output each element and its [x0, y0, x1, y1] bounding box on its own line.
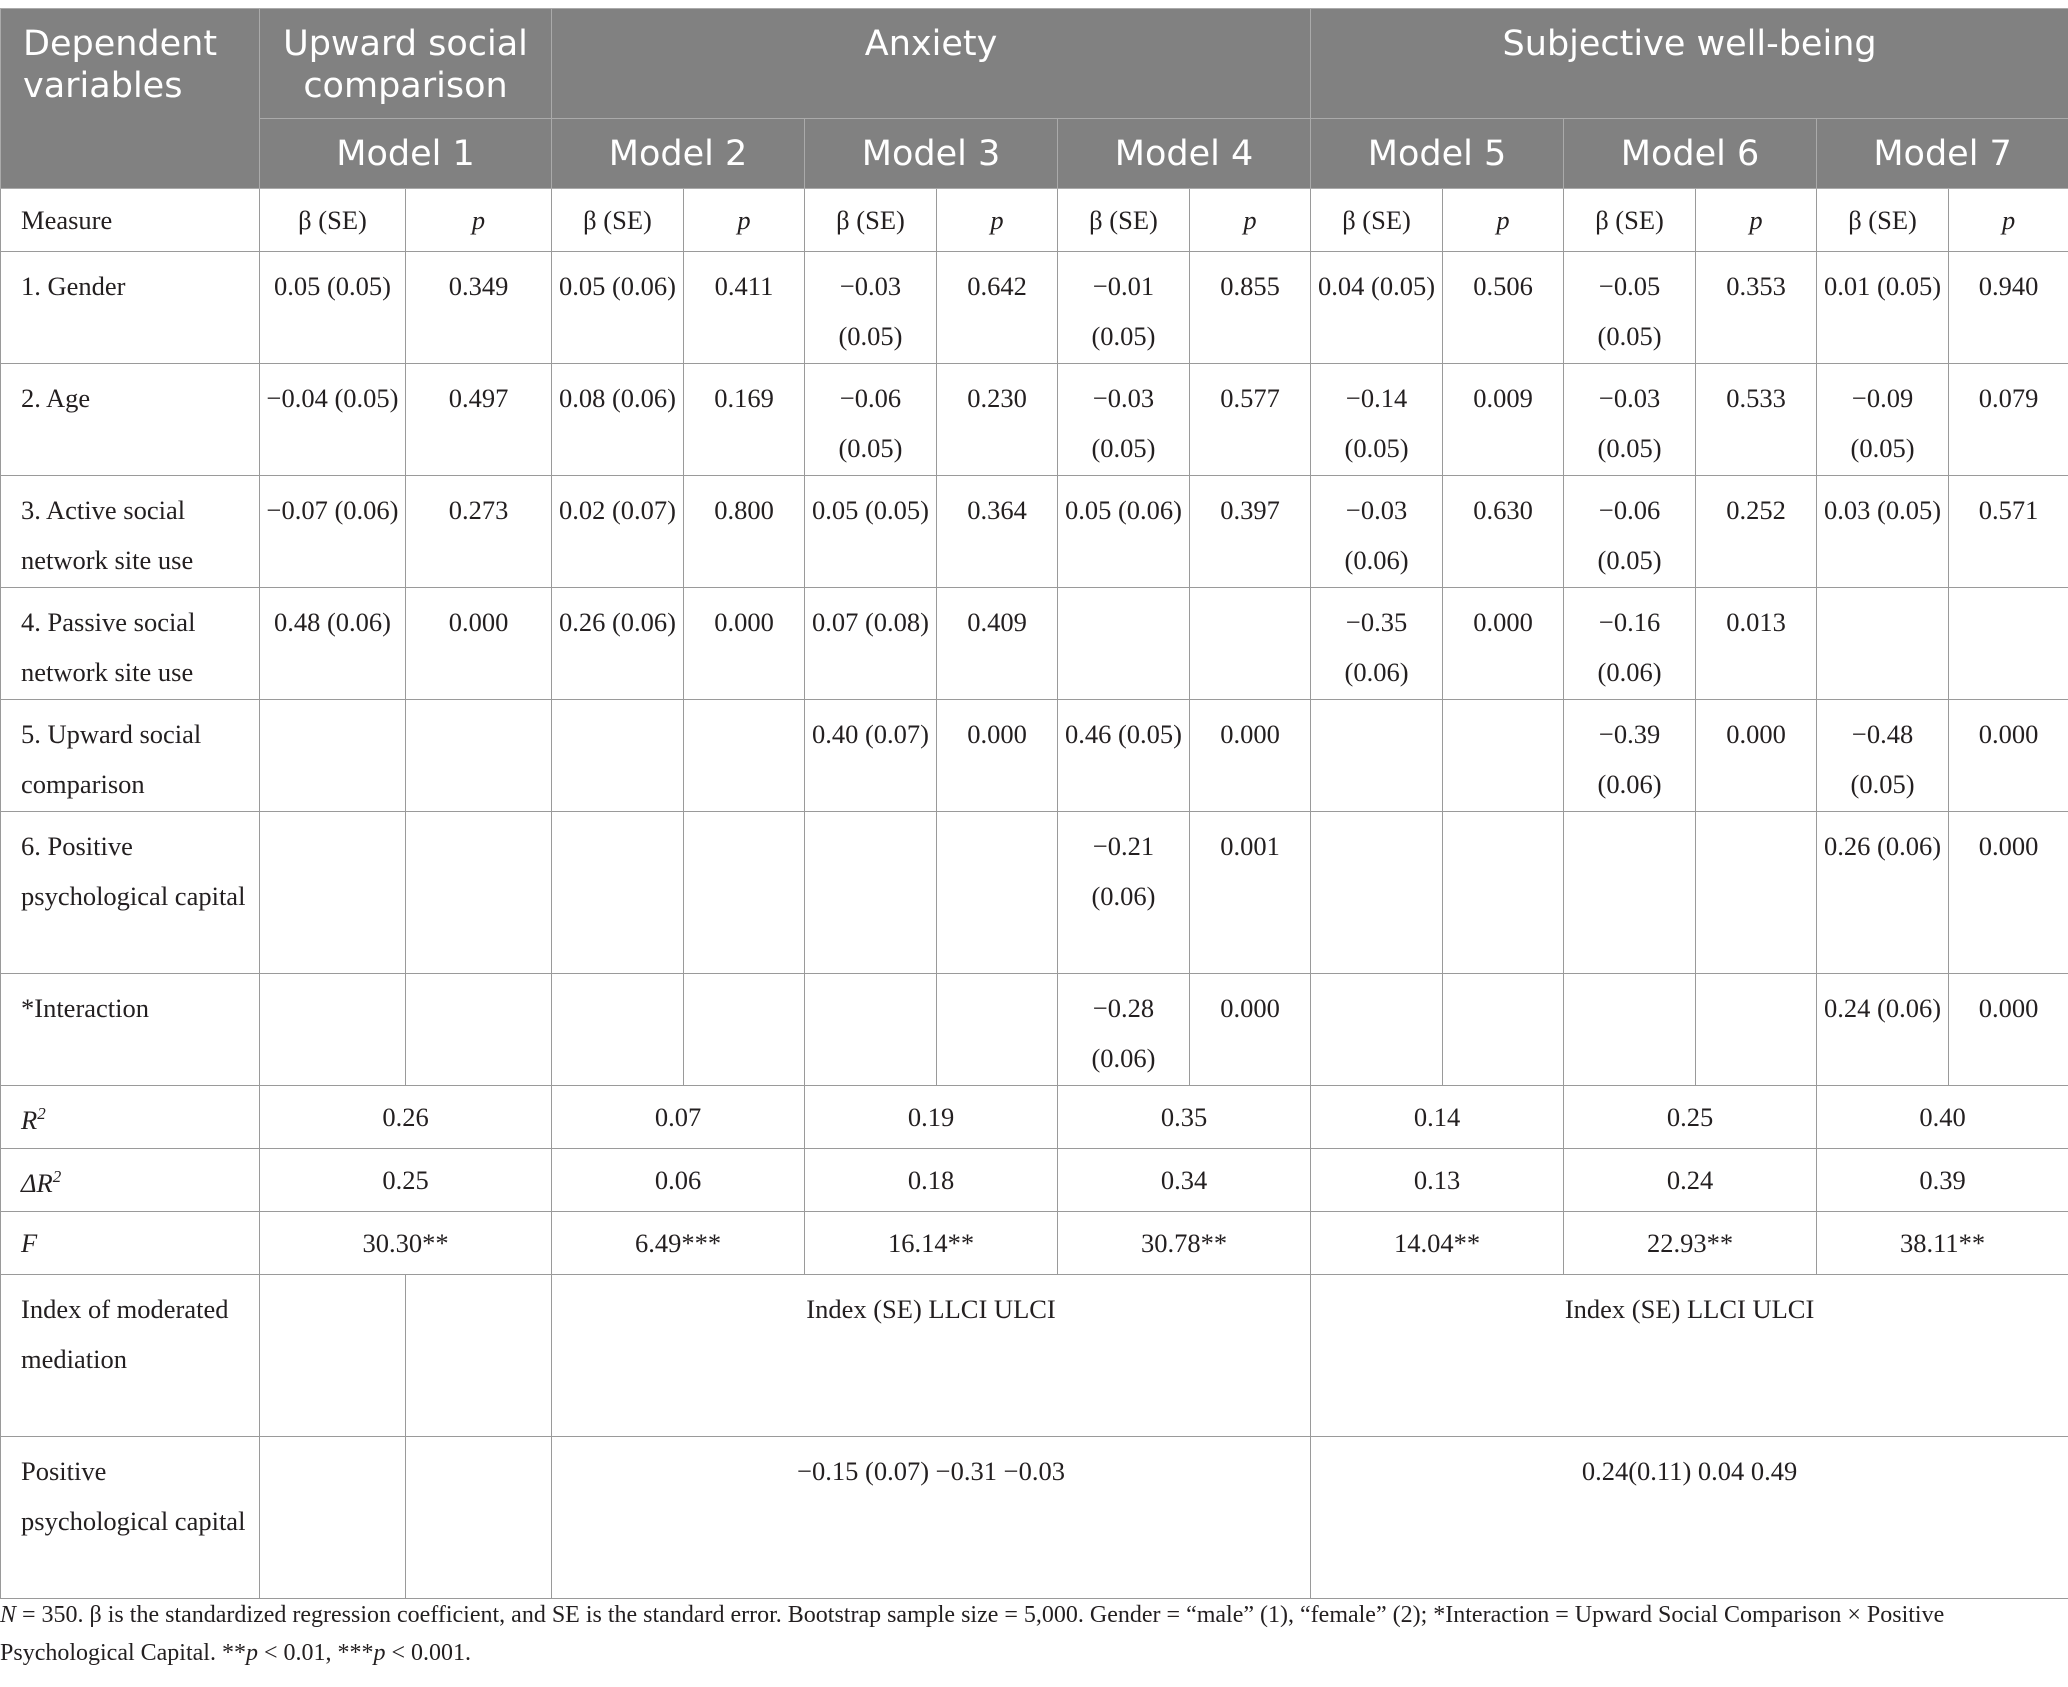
- p-value-cell: 0.506: [1443, 252, 1564, 364]
- table-footnote: [0, 1596, 2060, 1672]
- model-header: Model 3: [805, 119, 1058, 189]
- p-value-cell: 0.364: [937, 476, 1058, 588]
- fit-label-superscript: 2: [52, 1167, 62, 1187]
- model-header: Model 6: [1564, 119, 1817, 189]
- beta-se-cell: 0.26 (0.06): [552, 588, 684, 700]
- beta-se-cell: 0.03 (0.05): [1817, 476, 1949, 588]
- beta-se-cell: −0.35 (0.06): [1311, 588, 1443, 700]
- beta-se-header: β (SE): [1817, 189, 1949, 252]
- group-header-anxiety: Anxiety: [552, 9, 1311, 119]
- p-value-cell: 0.000: [684, 588, 805, 700]
- p-value-cell: 0.411: [684, 252, 805, 364]
- beta-se-cell: −0.21 (0.06): [1058, 812, 1190, 974]
- footnote-text: = 350. β is the standardized regression coefficient, and SE is the standard error. Bootstrap sample size = 5,000. Gender = “male” (1), “female” (2); *Interaction = Upward Social Comparison × Positive Psychological Capital. **: [0, 1602, 1945, 1666]
- footnote-p: p: [373, 1640, 386, 1666]
- fit-label-superscript: 2: [37, 1104, 46, 1124]
- fit-row-r2: [1, 1086, 2068, 1149]
- beta-se-cell: 0.46 (0.05): [1058, 700, 1190, 812]
- p-value-cell: 0.571: [1949, 476, 2068, 588]
- footnote-n: N: [0, 1602, 17, 1628]
- p-value-cell: 0.252: [1696, 476, 1817, 588]
- beta-se-cell: 0.02 (0.07): [552, 476, 684, 588]
- p-value-cell: [937, 974, 1058, 1086]
- beta-se-cell: [1817, 588, 1949, 700]
- beta-se-cell: −0.06 (0.05): [1564, 476, 1696, 588]
- beta-se-cell: 0.24 (0.06): [1817, 974, 1949, 1086]
- p-value-cell: [1443, 700, 1564, 812]
- fit-value: 0.35: [1058, 1086, 1311, 1149]
- table-row: [1, 476, 2068, 588]
- beta-se-header: β (SE): [1058, 189, 1190, 252]
- fit-value: 38.11**: [1817, 1212, 2068, 1275]
- p-value-cell: 0.642: [937, 252, 1058, 364]
- p-value-cell: 0.353: [1696, 252, 1817, 364]
- p-value-cell: 0.000: [937, 700, 1058, 812]
- table-row: [1, 252, 2068, 364]
- table-row: [1, 812, 2068, 974]
- beta-se-cell: 0.05 (0.06): [552, 252, 684, 364]
- beta-se-cell: 0.07 (0.08): [805, 588, 937, 700]
- beta-se-cell: −0.04 (0.05): [260, 364, 406, 476]
- beta-se-cell: −0.03 (0.06): [1311, 476, 1443, 588]
- beta-se-cell: [260, 700, 406, 812]
- p-value-cell: 0.533: [1696, 364, 1817, 476]
- beta-se-cell: −0.09 (0.05): [1817, 364, 1949, 476]
- fit-value: 0.24: [1564, 1149, 1817, 1212]
- beta-se-cell: −0.05 (0.05): [1564, 252, 1696, 364]
- beta-se-header: β (SE): [805, 189, 937, 252]
- beta-se-cell: [805, 974, 937, 1086]
- dependent-variables-header: Dependent variables: [1, 9, 260, 189]
- p-header: p: [1443, 189, 1564, 252]
- empty-cell: [406, 1275, 552, 1437]
- fit-value: 0.25: [1564, 1086, 1817, 1149]
- fit-label-text: ΔR: [21, 1167, 53, 1198]
- row-label: 6. Positive psychological capital: [1, 812, 260, 974]
- p-value-cell: [937, 812, 1058, 974]
- beta-se-cell: 0.08 (0.06): [552, 364, 684, 476]
- p-header: p: [1949, 189, 2068, 252]
- group-header-upward-social-comparison: Upward social comparison: [260, 9, 552, 119]
- p-value-cell: 0.940: [1949, 252, 2068, 364]
- p-value-cell: [1443, 812, 1564, 974]
- model-header: Model 1: [260, 119, 552, 189]
- p-value-cell: 0.000: [406, 588, 552, 700]
- beta-se-cell: [805, 812, 937, 974]
- table-row: [1, 974, 2068, 1086]
- p-value-cell: 0.273: [406, 476, 552, 588]
- beta-se-cell: −0.14 (0.05): [1311, 364, 1443, 476]
- p-value-cell: 0.630: [1443, 476, 1564, 588]
- p-value-cell: 0.009: [1443, 364, 1564, 476]
- p-value-cell: [1443, 974, 1564, 1086]
- fit-value: 0.14: [1311, 1086, 1564, 1149]
- beta-se-cell: [552, 812, 684, 974]
- beta-se-cell: −0.48 (0.05): [1817, 700, 1949, 812]
- beta-se-cell: [552, 974, 684, 1086]
- p-header: p: [1696, 189, 1817, 252]
- p-value-cell: 0.079: [1949, 364, 2068, 476]
- p-value-cell: [1696, 812, 1817, 974]
- footnote-text: < 0.01, ***: [257, 1640, 374, 1666]
- row-label: *Interaction: [1, 974, 260, 1086]
- p-value-cell: 0.349: [406, 252, 552, 364]
- beta-se-header: β (SE): [1564, 189, 1696, 252]
- row-label: 1. Gender: [1, 252, 260, 364]
- p-value-cell: [684, 974, 805, 1086]
- table-header: [1, 9, 2068, 189]
- p-value-cell: [406, 974, 552, 1086]
- beta-se-cell: −0.01 (0.05): [1058, 252, 1190, 364]
- p-value-cell: 0.409: [937, 588, 1058, 700]
- regression-results-table: [0, 8, 2068, 1599]
- mediation-row: [1, 1275, 2068, 1437]
- p-value-cell: 0.001: [1190, 812, 1311, 974]
- row-label: 2. Age: [1, 364, 260, 476]
- beta-se-cell: [260, 812, 406, 974]
- row-label: 5. Upward social comparison: [1, 700, 260, 812]
- model-header: Model 5: [1311, 119, 1564, 189]
- fit-value: 0.07: [552, 1086, 805, 1149]
- beta-se-cell: −0.06 (0.05): [805, 364, 937, 476]
- fit-value: 30.30**: [260, 1212, 552, 1275]
- empty-cell: [260, 1437, 406, 1599]
- fit-value: 0.19: [805, 1086, 1058, 1149]
- beta-se-cell: 0.04 (0.05): [1311, 252, 1443, 364]
- p-value-cell: 0.000: [1696, 700, 1817, 812]
- beta-se-cell: [1564, 812, 1696, 974]
- p-value-cell: [406, 700, 552, 812]
- beta-se-cell: −0.28 (0.06): [1058, 974, 1190, 1086]
- fit-value: 22.93**: [1564, 1212, 1817, 1275]
- p-value-cell: [684, 812, 805, 974]
- row-label: 3. Active social network site use: [1, 476, 260, 588]
- fit-value: 0.26: [260, 1086, 552, 1149]
- measure-label: Measure: [1, 189, 260, 252]
- p-value-cell: 0.000: [1949, 812, 2068, 974]
- table-body: [1, 189, 2068, 1599]
- p-header: p: [937, 189, 1058, 252]
- p-value-cell: 0.000: [1949, 700, 2068, 812]
- p-value-cell: 0.169: [684, 364, 805, 476]
- beta-se-cell: [1311, 812, 1443, 974]
- beta-se-header: β (SE): [552, 189, 684, 252]
- fit-value: 0.06: [552, 1149, 805, 1212]
- footnote-text: < 0.001.: [385, 1640, 472, 1666]
- p-value-cell: [684, 700, 805, 812]
- p-value-cell: 0.000: [1190, 700, 1311, 812]
- mediation-label: Positive psychological capital: [1, 1437, 260, 1599]
- beta-se-cell: [1311, 974, 1443, 1086]
- beta-se-cell: 0.05 (0.06): [1058, 476, 1190, 588]
- mediation-label: Index of moderated mediation: [1, 1275, 260, 1437]
- fit-label-f: F: [1, 1212, 260, 1275]
- beta-se-cell: −0.03 (0.05): [1564, 364, 1696, 476]
- p-value-cell: [1190, 588, 1311, 700]
- mediation-swb: Index (SE) LLCI ULCI: [1311, 1275, 2068, 1437]
- p-header: p: [684, 189, 805, 252]
- p-value-cell: [1949, 588, 2068, 700]
- beta-se-cell: −0.39 (0.06): [1564, 700, 1696, 812]
- fit-value: 30.78**: [1058, 1212, 1311, 1275]
- fit-value: 0.25: [260, 1149, 552, 1212]
- p-value-cell: 0.855: [1190, 252, 1311, 364]
- beta-se-cell: −0.16 (0.06): [1564, 588, 1696, 700]
- measure-row: [1, 189, 2068, 252]
- mediation-anxiety: Index (SE) LLCI ULCI: [552, 1275, 1311, 1437]
- beta-se-cell: −0.03 (0.05): [1058, 364, 1190, 476]
- fit-label-r2: [1, 1086, 260, 1149]
- beta-se-cell: 0.05 (0.05): [805, 476, 937, 588]
- fit-value: 0.40: [1817, 1086, 2068, 1149]
- table-row: [1, 700, 2068, 812]
- fit-value: 0.39: [1817, 1149, 2068, 1212]
- beta-se-cell: [1564, 974, 1696, 1086]
- beta-se-cell: [260, 974, 406, 1086]
- fit-value: 0.34: [1058, 1149, 1311, 1212]
- fit-row-dr2: [1, 1149, 2068, 1212]
- beta-se-cell: 0.26 (0.06): [1817, 812, 1949, 974]
- p-value-cell: 0.577: [1190, 364, 1311, 476]
- beta-se-header: β (SE): [260, 189, 406, 252]
- fit-value: 6.49***: [552, 1212, 805, 1275]
- beta-se-cell: [1058, 588, 1190, 700]
- empty-cell: [260, 1275, 406, 1437]
- mediation-anxiety: −0.15 (0.07) −0.31 −0.03: [552, 1437, 1311, 1599]
- mediation-row: [1, 1437, 2068, 1599]
- p-value-cell: 0.397: [1190, 476, 1311, 588]
- fit-value: 0.18: [805, 1149, 1058, 1212]
- p-header: p: [406, 189, 552, 252]
- table-row: [1, 588, 2068, 700]
- row-label: 4. Passive social network site use: [1, 588, 260, 700]
- beta-se-cell: 0.05 (0.05): [260, 252, 406, 364]
- p-value-cell: 0.013: [1696, 588, 1817, 700]
- p-value-cell: 0.000: [1949, 974, 2068, 1086]
- fit-label-text: R: [21, 1104, 38, 1135]
- beta-se-cell: −0.07 (0.06): [260, 476, 406, 588]
- fit-value: 16.14**: [805, 1212, 1058, 1275]
- p-value-cell: [406, 812, 552, 974]
- fit-value: 0.13: [1311, 1149, 1564, 1212]
- model-header: Model 7: [1817, 119, 2068, 189]
- fit-label-dr2: [1, 1149, 260, 1212]
- model-header: Model 2: [552, 119, 805, 189]
- p-value-cell: [1696, 974, 1817, 1086]
- beta-se-cell: 0.48 (0.06): [260, 588, 406, 700]
- mediation-swb: 0.24(0.11) 0.04 0.49: [1311, 1437, 2068, 1599]
- p-value-cell: 0.230: [937, 364, 1058, 476]
- beta-se-cell: −0.03 (0.05): [805, 252, 937, 364]
- p-value-cell: 0.000: [1443, 588, 1564, 700]
- group-header-subjective-well-being: Subjective well-being: [1311, 9, 2068, 119]
- fit-row-f: [1, 1212, 2068, 1275]
- p-header: p: [1190, 189, 1311, 252]
- beta-se-header: β (SE): [1311, 189, 1443, 252]
- empty-cell: [406, 1437, 552, 1599]
- p-value-cell: 0.497: [406, 364, 552, 476]
- table-row: [1, 364, 2068, 476]
- beta-se-cell: 0.01 (0.05): [1817, 252, 1949, 364]
- beta-se-cell: [552, 700, 684, 812]
- footnote-p: p: [245, 1640, 258, 1666]
- model-header: Model 4: [1058, 119, 1311, 189]
- fit-value: 14.04**: [1311, 1212, 1564, 1275]
- p-value-cell: 0.000: [1190, 974, 1311, 1086]
- beta-se-cell: [1311, 700, 1443, 812]
- p-value-cell: 0.800: [684, 476, 805, 588]
- beta-se-cell: 0.40 (0.07): [805, 700, 937, 812]
